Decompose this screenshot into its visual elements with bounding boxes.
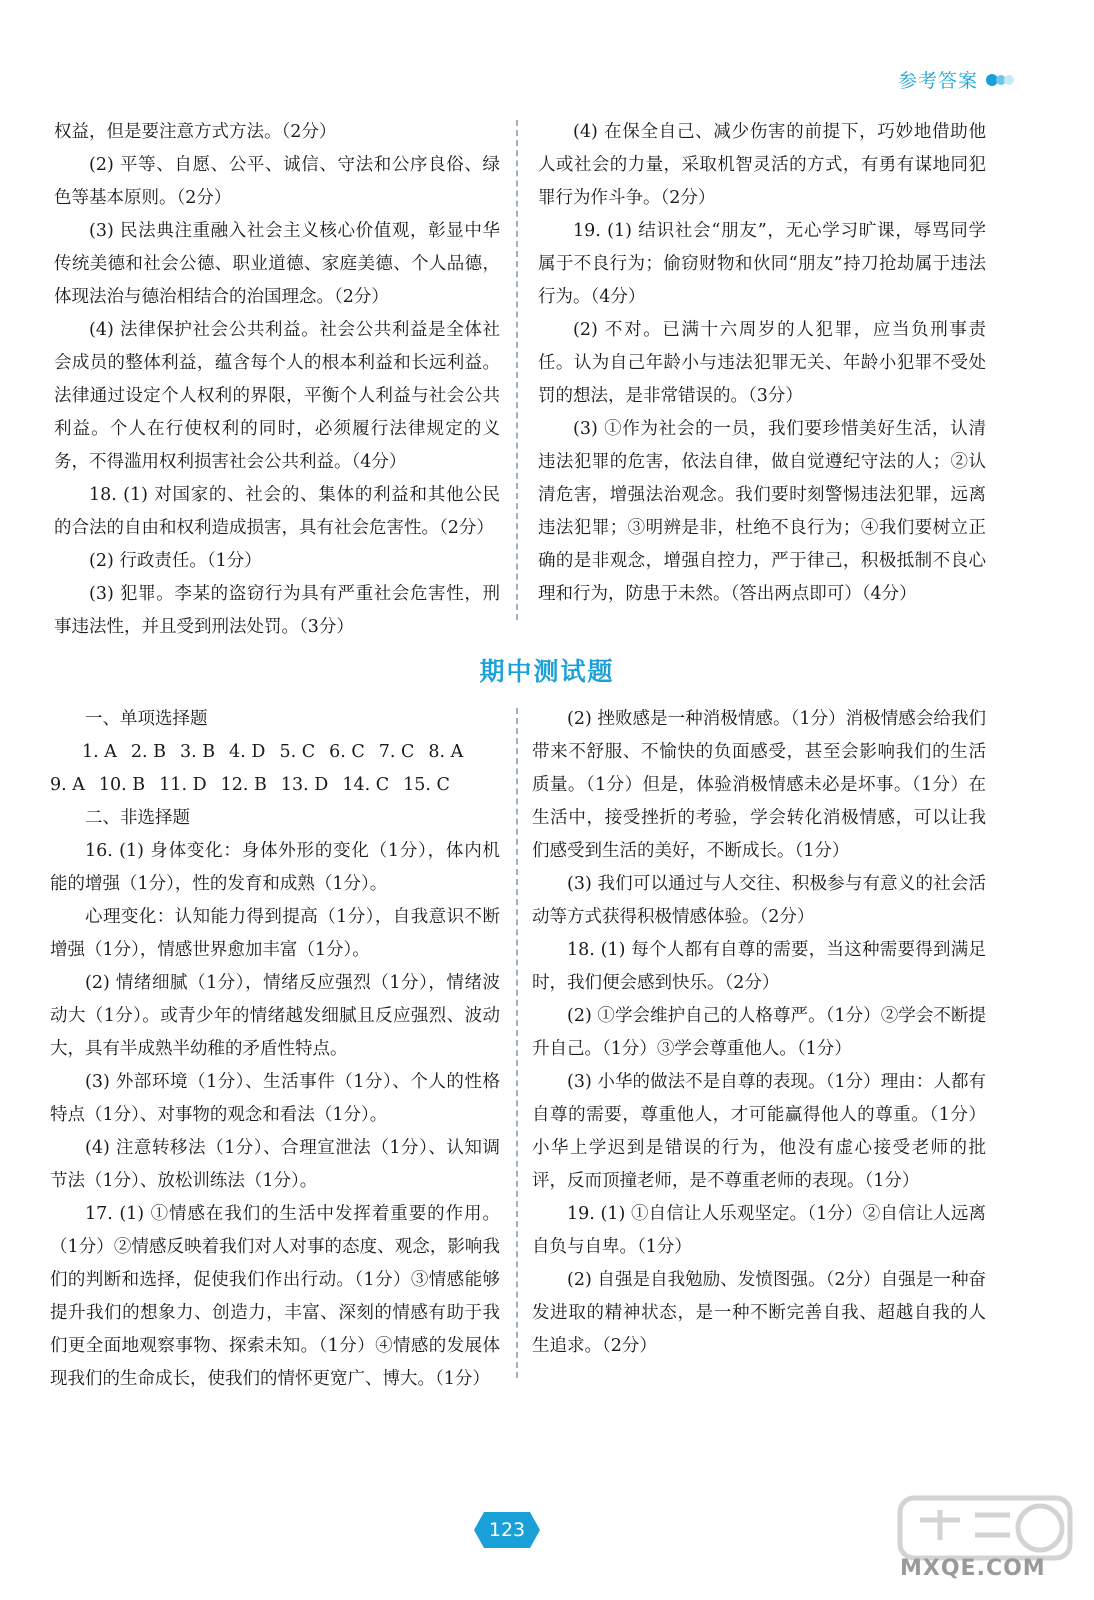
page-number-badge xyxy=(474,1512,540,1548)
paragraph: (2) 不对。已满十六周岁的人犯罪，应当负刑事责任。认为自己年龄小与违法犯罪无关、年龄小犯罪不受处罚的想法，是非常错误的。（3分） xyxy=(538,320,986,406)
answer-item: 14. C xyxy=(342,775,390,795)
top-left-column xyxy=(54,116,500,644)
answer-item: 8. A xyxy=(428,742,464,762)
header-label: 参考答案 xyxy=(897,70,978,92)
paragraph: 19. (1) 结识社会“朋友”，无心学习旷课，辱骂同学属于不良行为；偷窃财物和伙同“朋友”持刀抢劫属于违法行为。（4分） xyxy=(538,221,986,307)
paragraph: 18. (1) 每个人都有自尊的需要，当这种需要得到满足时，我们便会感到快乐。（2分） xyxy=(532,940,986,993)
watermark-url: MXQE.COM xyxy=(900,1556,1046,1581)
header-decoration-icon xyxy=(984,71,1018,89)
paragraph: 16. (1) 身体变化：身体外形的变化（1分），体内机能的增强（1分），性的发育和成熟（1分）。 xyxy=(50,841,500,894)
page-number: 123 xyxy=(488,1519,526,1541)
answer-item: 6. C xyxy=(329,742,365,762)
bottom-left-column xyxy=(50,703,500,1396)
section-heading: 一、单项选择题 xyxy=(85,709,208,729)
paragraph: (4) 法律保护社会公共利益。社会公共利益是全体社会成员的整体利益，蕴含每个人的根本利益和长远利益。法律通过设定个人权利的界限，平衡个人利益与社会公共利益。个人在行使权利的同时，必须履行法律规定的义务，不得滥用权利损害社会公共利益。（4分） xyxy=(54,320,500,472)
answer-item: 2. B xyxy=(130,742,167,762)
top-right-column xyxy=(538,116,986,611)
answer-item: 9. A xyxy=(50,775,85,795)
paragraph: (2) 挫败感是一种消极情感。（1分）消极情感会给我们带来不舒服、不愉快的负面感受，甚至会影响我们的生活质量。（1分）但是，体验消极情感未必是坏事。（1分）在生活中，接受挫折的考验，学会转化消极情感，可以让我们感受到生活的美好，不断成长。（1分） xyxy=(532,709,986,861)
paragraph: (3) ①作为社会的一员，我们要珍惜美好生活，认清违法犯罪的危害，依法自律，做自觉遵纪守法的人；②认清危害，增强法治观念。我们要时刻警惕违法犯罪，远离违法犯罪；③明辨是非，杜绝不良行为；④我们要树立正确的是非观念，增强自控力，严于律己，积极抵制不良心理和行为，防患于未然。（答出两点即可）（4分） xyxy=(538,419,986,604)
answer-item: 1. A xyxy=(82,742,117,762)
answer-item: 11. D xyxy=(159,775,207,795)
answer-item: 13. D xyxy=(280,775,329,795)
paragraph: (3) 民法典注重融入社会主义核心价值观，彰显中华传统美德和社会公德、职业道德、家庭美德、个人品德，体现法治与德治相结合的治国理念。（2分） xyxy=(54,221,500,307)
paragraph: 心理变化：认知能力得到提高（1分），自我意识不断增强（1分），情感世界愈加丰富（1分）。 xyxy=(50,907,500,960)
answer-row-1 xyxy=(50,736,500,769)
paragraph: (3) 我们可以通过与人交往、积极参与有意义的社会活动等方式获得积极情感体验。（2分） xyxy=(532,874,986,927)
paragraph: (2) 自强是自我勉励、发愤图强。（2分）自强是一种奋发进取的精神状态，是一种不断完善自我、超越自我的人生追求。（2分） xyxy=(532,1270,986,1356)
section-heading: 二、非选择题 xyxy=(85,808,190,828)
paragraph: 权益，但是要注意方式方法。（2分） xyxy=(54,122,337,142)
page-header xyxy=(898,66,1018,93)
answer-item: 4. D xyxy=(229,742,266,762)
paragraph: (3) 犯罪。李某的盗窃行为具有严重社会危害性，刑事违法性，并且受到刑法处罚。（3分） xyxy=(54,584,500,637)
paragraph: (2) 平等、自愿、公平、诚信、守法和公序良俗、绿色等基本原则。（2分） xyxy=(54,155,500,208)
answer-item: 10. B xyxy=(98,775,146,795)
section-title: 期中测试题 xyxy=(479,657,615,686)
paragraph: (2) 情绪细腻（1分），情绪反应强烈（1分），情绪波动大（1分）。或青少年的情绪越发细腻且反应强烈、波动大，具有半成熟半幼稚的矛盾性特点。 xyxy=(50,973,500,1059)
answer-item: 12. B xyxy=(220,775,267,795)
paragraph: 17. (1) ①情感在我们的生活中发挥着重要的作用。（1分）②情感反映着我们对人对事的态度、观念，影响我们的判断和选择，促使我们作出行动。（1分）③情感能够提升我们的想象力、创造力，丰富、深刻的情感有助于我们更全面地观察事物、探索未知。（1分）④情感的发展体现我们的生命成长，使我们的情怀更宽广、博大。（1分） xyxy=(50,1204,500,1389)
paragraph: 19. (1) ①自信让人乐观坚定。（1分）②自信让人远离自负与自卑。（1分） xyxy=(532,1204,986,1257)
paragraph: (4) 注意转移法（1分）、合理宣泄法（1分）、认知调节法（1分）、放松训练法（1分）。 xyxy=(50,1138,500,1191)
paragraph: 18. (1) 对国家的、社会的、集体的利益和其他公民的合法的自由和权利造成损害，具有社会危害性。（2分） xyxy=(54,485,500,538)
answer-item: 3. B xyxy=(180,742,216,762)
paragraph: (3) 外部环境（1分）、生活事件（1分）、个人的性格特点（1分）、对事物的观念和看法（1分）。 xyxy=(50,1072,500,1125)
answer-item: 5. C xyxy=(279,742,316,762)
answer-item: 15. C xyxy=(403,775,450,795)
paragraph: (2) ①学会维护自己的人格尊严。（1分）②学会不断提升自己。（1分）③学会尊重他人。（1分） xyxy=(532,1006,986,1059)
paragraph: (4) 在保全自己、减少伤害的前提下，巧妙地借助他人或社会的力量，采取机智灵活的方式，有勇有谋地同犯罪行为作斗争。（2分） xyxy=(538,122,986,208)
column-divider-top xyxy=(516,120,518,620)
paragraph: (2) 行政责任。（1分） xyxy=(89,551,262,571)
column-divider-bottom xyxy=(516,708,518,1378)
bottom-right-column xyxy=(532,703,986,1363)
paragraph: (3) 小华的做法不是自尊的表现。（1分）理由：人都有自尊的需要，尊重他人，才可能赢得他人的尊重。（1分）小华上学迟到是错误的行为，他没有虚心接受老师的批评，反而顶撞老师，是不尊重老师的表现。（1分） xyxy=(532,1072,986,1191)
answer-row-2 xyxy=(50,769,500,802)
answer-item: 7. C xyxy=(378,742,415,762)
